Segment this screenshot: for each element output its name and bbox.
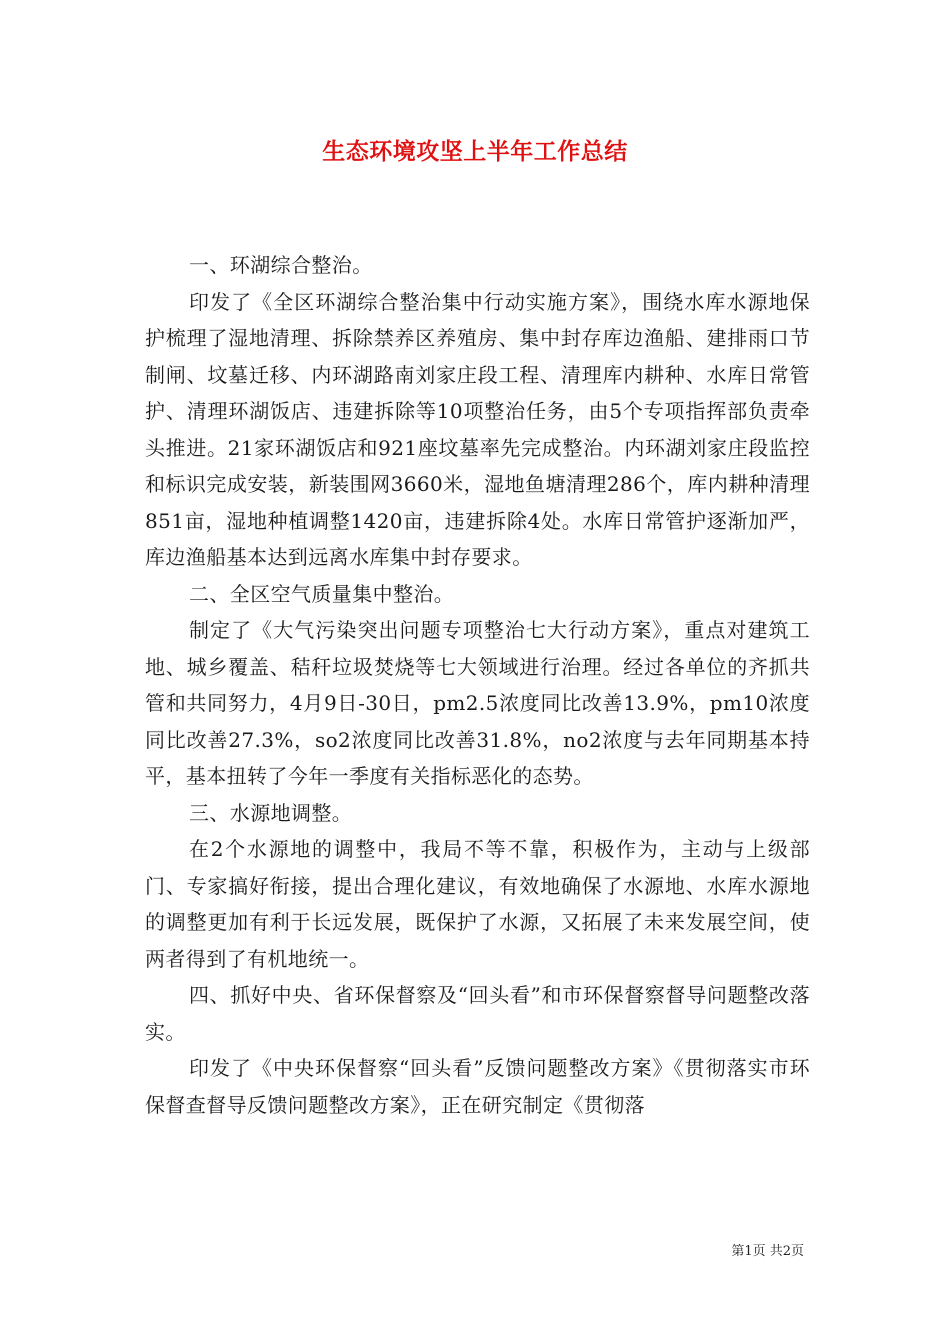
page-number: 第1页 共2页 <box>731 1244 804 1259</box>
document-title: 生态环境攻坚上半年工作总结 <box>322 139 628 165</box>
section-paragraph-2: 制定了《大气污染突出问题专项整治七大行动方案》，重点对建筑工地、城乡覆盖、秸秆垃圾焚烧等七大领域进行治理。经过各单位的齐抓共管和共同努力，4月9日-30日，pm2.5浓度同比改善13.9%，pm10浓度同比改善27.3%，so2浓度同比改善31.8%，no2浓度与去年同期基本持平，基本扭转了今年一季度有关指标恶化的态势。 <box>145 618 810 788</box>
section-heading-2: 二、全区空气质量集中整治。 <box>189 581 455 606</box>
section-paragraph-4: 印发了《中央环保督察“回头看”反馈问题整改方案》《贯彻落实市环保督查督导反馈问题整改方案》，正在研究制定《贯彻落 <box>145 1056 810 1117</box>
document-body <box>145 247 810 1123</box>
section-heading-4: 四、抓好中央、省环保督察及“回头看”和市环保督察督导问题整改落实。 <box>145 983 810 1044</box>
section-paragraph-3: 在2个水源地的调整中，我局不等不靠，积极作为，主动与上级部门、专家搞好衔接，提出合理化建议，有效地确保了水源地、水库水源地的调整更加有利于长远发展，既保护了水源，又拓展了未来发展空间，使两者得到了有机地统一。 <box>145 837 810 971</box>
section-paragraph-1: 印发了《全区环湖综合整治集中行动实施方案》，围绕水库水源地保护梳理了湿地清理、拆除禁养区养殖房、集中封存库边渔船、建排雨口节制闸、坟墓迁移、内环湖路南刘家庄段工程、清理库内耕种、水库日常管护、清理环湖饭店、违建拆除等10项整治任务，由5个专项指挥部负责牵头推进。21家环湖饭店和921座坟墓率先完成整治。内环湖刘家庄段监控和标识完成安装，新装围网3660米，湿地鱼塘清理286个，库内耕种清理851亩，湿地种植调整1420亩，违建拆除4处。水库日常管护逐渐加严，库边渔船基本达到远离水库集中封存要求。 <box>145 289 810 569</box>
section-heading-3: 三、水源地调整。 <box>189 800 353 825</box>
section-heading-1: 一、环湖综合整治。 <box>189 253 373 277</box>
